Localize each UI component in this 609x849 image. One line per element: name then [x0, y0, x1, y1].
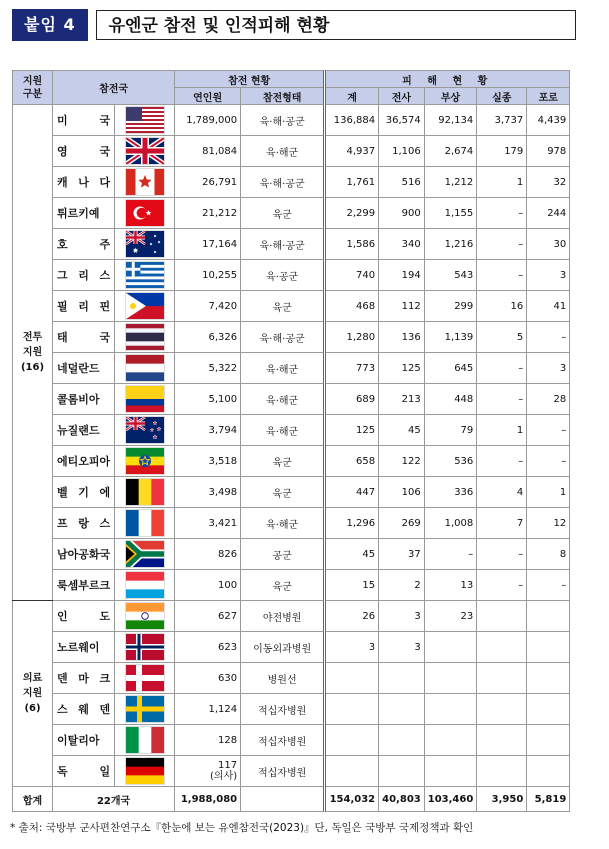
- missing-cell: –: [477, 446, 527, 477]
- flag-cell: [115, 260, 175, 291]
- wounded-cell: 336: [424, 477, 477, 508]
- missing-cell: 4: [477, 477, 527, 508]
- participation-type-cell: 육군: [241, 570, 325, 601]
- wounded-cell: 536: [424, 446, 477, 477]
- table-row: [13, 725, 570, 756]
- pow-cell: [527, 756, 570, 787]
- table-row: [13, 508, 570, 539]
- participation-type-cell: 육·해군: [241, 508, 325, 539]
- country-name: 호 주: [53, 229, 115, 260]
- country-name: 벨 기 에: [53, 477, 115, 508]
- uk-flag-icon: [125, 137, 165, 165]
- colombia-flag-icon: [125, 385, 165, 413]
- flag-cell: [115, 756, 175, 787]
- total-cell: 3: [325, 632, 379, 663]
- personnel-cell: 623: [175, 632, 241, 663]
- flag-cell: [115, 601, 175, 632]
- missing-cell: [477, 725, 527, 756]
- pow-cell: 244: [527, 198, 570, 229]
- table-row: [13, 477, 570, 508]
- flag-cell: [115, 229, 175, 260]
- flag-cell: [115, 694, 175, 725]
- country-name: 에티오피아: [53, 446, 115, 477]
- missing-cell: –: [477, 260, 527, 291]
- pow-cell: [527, 601, 570, 632]
- norway-flag-icon: [125, 633, 165, 661]
- personnel-cell: 3,498: [175, 477, 241, 508]
- france-flag-icon: [125, 509, 165, 537]
- killed-cell: 269: [379, 508, 425, 539]
- participation-type-cell: 공군: [241, 539, 325, 570]
- missing-cell: –: [477, 353, 527, 384]
- wounded-cell: 92,134: [424, 105, 477, 136]
- country-name: 인 도: [53, 601, 115, 632]
- personnel-cell: 81,084: [175, 136, 241, 167]
- page-header: [12, 8, 576, 42]
- pow-cell: 32: [527, 167, 570, 198]
- killed-cell: 516: [379, 167, 425, 198]
- participation-type-cell: 육·해군: [241, 136, 325, 167]
- country-name: 덴 마 크: [53, 663, 115, 694]
- participation-type-cell: 야전병원: [241, 601, 325, 632]
- total-cell: 447: [325, 477, 379, 508]
- country-name: 영 국: [53, 136, 115, 167]
- southafrica-flag-icon: [125, 540, 165, 568]
- country-name: 이탈리아: [53, 725, 115, 756]
- source-footnote: * 출처: 국방부 군사편찬연구소『한눈에 보는 유엔참전국(2023)』단, 독일은 국방부 국제정책과 확인: [10, 822, 474, 834]
- thailand-flag-icon: [125, 323, 165, 351]
- turkiye-flag-icon: [125, 199, 165, 227]
- personnel-cell: 5,100: [175, 384, 241, 415]
- wounded-cell: 1,216: [424, 229, 477, 260]
- flag-cell: [115, 167, 175, 198]
- appendix-badge: 붙임 4: [12, 9, 88, 41]
- wounded-cell: 79: [424, 415, 477, 446]
- country-name: 프 랑 스: [53, 508, 115, 539]
- killed-cell: 340: [379, 229, 425, 260]
- header-damage: 피 해 현 황: [325, 71, 570, 88]
- personnel-cell: 7,420: [175, 291, 241, 322]
- killed-cell: 122: [379, 446, 425, 477]
- table-row: [13, 322, 570, 353]
- personnel-cell: 128: [175, 725, 241, 756]
- table-row: [13, 198, 570, 229]
- participation-type-cell: 병원선: [241, 663, 325, 694]
- wounded-cell: 1,008: [424, 508, 477, 539]
- flag-cell: [115, 446, 175, 477]
- total-cell: 26: [325, 601, 379, 632]
- luxembourg-flag-icon: [125, 571, 165, 599]
- participation-type-cell: 육·해·공군: [241, 105, 325, 136]
- pow-cell: 30: [527, 229, 570, 260]
- total-cell: 740: [325, 260, 379, 291]
- total-cell: 689: [325, 384, 379, 415]
- table-row: [13, 539, 570, 570]
- killed-cell: 3: [379, 601, 425, 632]
- missing-cell: 1: [477, 167, 527, 198]
- flag-cell: [115, 508, 175, 539]
- flag-cell: [115, 198, 175, 229]
- personnel-cell: 627: [175, 601, 241, 632]
- personnel-cell: 3,794: [175, 415, 241, 446]
- total-cell: 2,299: [325, 198, 379, 229]
- killed-cell: [379, 663, 425, 694]
- wounded-cell: 1,139: [424, 322, 477, 353]
- missing-cell: 7: [477, 508, 527, 539]
- table-row: [13, 384, 570, 415]
- participation-type-cell: 육·해군: [241, 415, 325, 446]
- personnel-cell: 17,164: [175, 229, 241, 260]
- wounded-cell: 1,212: [424, 167, 477, 198]
- table-row: [13, 167, 570, 198]
- newzealand-flag-icon: [125, 416, 165, 444]
- personnel-cell: 1,124: [175, 694, 241, 725]
- table-row: [13, 353, 570, 384]
- total-cell: 136,884: [325, 105, 379, 136]
- country-name: 태 국: [53, 322, 115, 353]
- personnel-cell: 3,518: [175, 446, 241, 477]
- missing-cell: –: [477, 539, 527, 570]
- header-killed: 전사: [379, 88, 425, 105]
- country-name: 남아공화국: [53, 539, 115, 570]
- country-name: 룩셈부르크: [53, 570, 115, 601]
- pow-cell: [527, 663, 570, 694]
- country-name: 캐 나 다: [53, 167, 115, 198]
- total-cell: 468: [325, 291, 379, 322]
- pow-cell: –: [527, 415, 570, 446]
- table-row: [13, 601, 570, 632]
- pow-cell: [527, 694, 570, 725]
- netherlands-flag-icon: [125, 354, 165, 382]
- participation-type-cell: 육군: [241, 198, 325, 229]
- header-type: 참전형태: [241, 88, 325, 105]
- wounded-cell: 13: [424, 570, 477, 601]
- pow-cell: –: [527, 570, 570, 601]
- flag-cell: [115, 632, 175, 663]
- participation-type-cell: 육군: [241, 291, 325, 322]
- killed-cell: [379, 756, 425, 787]
- missing-cell: [477, 694, 527, 725]
- germany-flag-icon: [125, 757, 165, 785]
- personnel-cell: 826: [175, 539, 241, 570]
- table-row: [13, 291, 570, 322]
- flag-cell: [115, 477, 175, 508]
- total-cell: 658: [325, 446, 379, 477]
- table-row: [13, 136, 570, 167]
- total-pow: 5,819: [527, 787, 570, 812]
- group-combat-support: 전투 지원 (16): [13, 105, 53, 601]
- wounded-cell: –: [424, 539, 477, 570]
- table-row: [13, 632, 570, 663]
- pow-cell: –: [527, 322, 570, 353]
- personnel-cell: 5,322: [175, 353, 241, 384]
- header-wounded: 부상: [424, 88, 477, 105]
- total-cell: 1,761: [325, 167, 379, 198]
- participation-type-cell: 육·해군: [241, 353, 325, 384]
- un-forces-table: [12, 70, 570, 812]
- total-label: 합계: [13, 787, 53, 812]
- philippines-flag-icon: [125, 292, 165, 320]
- flag-cell: [115, 539, 175, 570]
- table-row: [13, 570, 570, 601]
- header-pow: 포로: [527, 88, 570, 105]
- table-row: [13, 446, 570, 477]
- country-name: 스 웨 덴: [53, 694, 115, 725]
- greece-flag-icon: [125, 261, 165, 289]
- pow-cell: [527, 632, 570, 663]
- killed-cell: 36,574: [379, 105, 425, 136]
- total-personnel: 1,988,080: [175, 787, 241, 812]
- header-total: 계: [325, 88, 379, 105]
- participation-type-cell: 육·해·공군: [241, 229, 325, 260]
- india-flag-icon: [125, 602, 165, 630]
- personnel-cell: 630: [175, 663, 241, 694]
- country-name: 네덜란드: [53, 353, 115, 384]
- flag-cell: [115, 353, 175, 384]
- total-cell: [325, 663, 379, 694]
- personnel-cell: 6,326: [175, 322, 241, 353]
- participation-type-cell: 육·해·공군: [241, 167, 325, 198]
- country-name: 노르웨이: [53, 632, 115, 663]
- participation-type-cell: 이동외과병원: [241, 632, 325, 663]
- table-row: [13, 756, 570, 787]
- pow-cell: 12: [527, 508, 570, 539]
- total-cell: [325, 694, 379, 725]
- missing-cell: –: [477, 229, 527, 260]
- pow-cell: 41: [527, 291, 570, 322]
- pow-cell: 3: [527, 353, 570, 384]
- personnel-cell: 26,791: [175, 167, 241, 198]
- usa-flag-icon: [125, 106, 165, 134]
- pow-cell: –: [527, 446, 570, 477]
- wounded-cell: [424, 725, 477, 756]
- wounded-cell: 448: [424, 384, 477, 415]
- wounded-cell: 2,674: [424, 136, 477, 167]
- header-country: 참전국: [53, 71, 175, 105]
- missing-cell: –: [477, 384, 527, 415]
- personnel-note: (의사): [210, 771, 238, 782]
- total-cell: [325, 725, 379, 756]
- country-name: 필 리 핀: [53, 291, 115, 322]
- total-cell: 4,937: [325, 136, 379, 167]
- pow-cell: 3: [527, 260, 570, 291]
- participation-type-cell: 적십자병원: [241, 756, 325, 787]
- missing-cell: [477, 601, 527, 632]
- missing-cell: 5: [477, 322, 527, 353]
- page-title: 유엔군 참전 및 인적피해 현황: [96, 10, 576, 40]
- killed-cell: 136: [379, 322, 425, 353]
- flag-cell: [115, 322, 175, 353]
- participation-type-cell: 육군: [241, 446, 325, 477]
- country-name: 그 리 스: [53, 260, 115, 291]
- pow-cell: 4,439: [527, 105, 570, 136]
- flag-cell: [115, 105, 175, 136]
- flag-cell: [115, 725, 175, 756]
- missing-cell: 1: [477, 415, 527, 446]
- table-row: [13, 694, 570, 725]
- country-name: 뉴질랜드: [53, 415, 115, 446]
- flag-cell: [115, 663, 175, 694]
- missing-cell: 3,737: [477, 105, 527, 136]
- total-cell: 1,586: [325, 229, 379, 260]
- total-total: 154,032: [325, 787, 379, 812]
- personnel-cell: 3,421: [175, 508, 241, 539]
- personnel-cell: 1,789,000: [175, 105, 241, 136]
- total-cell: 1,280: [325, 322, 379, 353]
- header-personnel: 연인원: [175, 88, 241, 105]
- missing-cell: –: [477, 198, 527, 229]
- belgium-flag-icon: [125, 478, 165, 506]
- personnel-cell: 21,212: [175, 198, 241, 229]
- killed-cell: 213: [379, 384, 425, 415]
- group-medical-support: 의료 지원 (6): [13, 601, 53, 787]
- killed-cell: [379, 694, 425, 725]
- country-name: 튀르키예: [53, 198, 115, 229]
- killed-cell: 106: [379, 477, 425, 508]
- killed-cell: 45: [379, 415, 425, 446]
- flag-cell: [115, 415, 175, 446]
- killed-cell: 37: [379, 539, 425, 570]
- header-support-type: 지원 구분: [13, 71, 53, 105]
- wounded-cell: [424, 756, 477, 787]
- killed-cell: 194: [379, 260, 425, 291]
- country-name: 콜롬비아: [53, 384, 115, 415]
- total-cell: 45: [325, 539, 379, 570]
- table-row: [13, 663, 570, 694]
- personnel-cell: [175, 756, 241, 787]
- header-missing: 실종: [477, 88, 527, 105]
- participation-type-cell: 육·해·공군: [241, 322, 325, 353]
- table-row: [13, 415, 570, 446]
- denmark-flag-icon: [125, 664, 165, 692]
- personnel-value: 117: [218, 760, 238, 771]
- total-type: [241, 787, 325, 812]
- wounded-cell: [424, 632, 477, 663]
- missing-cell: 179: [477, 136, 527, 167]
- killed-cell: 125: [379, 353, 425, 384]
- killed-cell: 112: [379, 291, 425, 322]
- wounded-cell: 543: [424, 260, 477, 291]
- missing-cell: –: [477, 570, 527, 601]
- killed-cell: [379, 725, 425, 756]
- total-missing: 3,950: [477, 787, 527, 812]
- sweden-flag-icon: [125, 695, 165, 723]
- pow-cell: 8: [527, 539, 570, 570]
- total-wounded: 103,460: [424, 787, 477, 812]
- participation-type-cell: 육군: [241, 477, 325, 508]
- participation-type-cell: 적십자병원: [241, 694, 325, 725]
- header-participation: 참전 현황: [175, 71, 325, 88]
- killed-cell: 2: [379, 570, 425, 601]
- participation-type-cell: 육·해군: [241, 384, 325, 415]
- participation-type-cell: 적십자병원: [241, 725, 325, 756]
- wounded-cell: 299: [424, 291, 477, 322]
- flag-cell: [115, 570, 175, 601]
- wounded-cell: [424, 694, 477, 725]
- flag-cell: [115, 384, 175, 415]
- missing-cell: [477, 632, 527, 663]
- total-countries: 22개국: [53, 787, 175, 812]
- ethiopia-flag-icon: [125, 447, 165, 475]
- country-name: 미 국: [53, 105, 115, 136]
- italy-flag-icon: [125, 726, 165, 754]
- killed-cell: 900: [379, 198, 425, 229]
- country-name: 독 일: [53, 756, 115, 787]
- table-row: [13, 105, 570, 136]
- missing-cell: [477, 663, 527, 694]
- personnel-cell: 100: [175, 570, 241, 601]
- pow-cell: [527, 725, 570, 756]
- pow-cell: 978: [527, 136, 570, 167]
- total-killed: 40,803: [379, 787, 425, 812]
- total-row: [13, 787, 570, 812]
- pow-cell: 1: [527, 477, 570, 508]
- missing-cell: 16: [477, 291, 527, 322]
- wounded-cell: 1,155: [424, 198, 477, 229]
- flag-cell: [115, 291, 175, 322]
- total-cell: 1,296: [325, 508, 379, 539]
- pow-cell: 28: [527, 384, 570, 415]
- flag-cell: [115, 136, 175, 167]
- total-cell: 773: [325, 353, 379, 384]
- wounded-cell: 645: [424, 353, 477, 384]
- killed-cell: 3: [379, 632, 425, 663]
- total-cell: 125: [325, 415, 379, 446]
- table-row: [13, 229, 570, 260]
- total-cell: 15: [325, 570, 379, 601]
- canada-flag-icon: [125, 168, 165, 196]
- personnel-cell: 10,255: [175, 260, 241, 291]
- killed-cell: 1,106: [379, 136, 425, 167]
- wounded-cell: 23: [424, 601, 477, 632]
- participation-type-cell: 육·공군: [241, 260, 325, 291]
- table-row: [13, 260, 570, 291]
- missing-cell: [477, 756, 527, 787]
- total-cell: [325, 756, 379, 787]
- australia-flag-icon: [125, 230, 165, 258]
- wounded-cell: [424, 663, 477, 694]
